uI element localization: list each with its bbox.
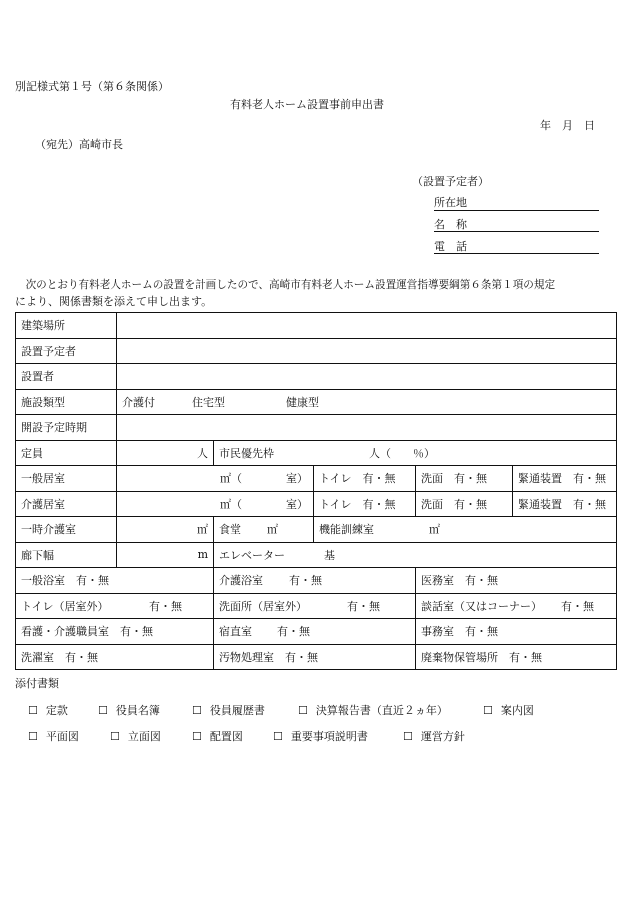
construction-site-field[interactable] [117,313,617,339]
citizen-priority-value: 人（ ％） [369,446,435,460]
address-field[interactable] [434,210,599,211]
checkbox-icon: ☐ [98,704,108,717]
planned-installer-field[interactable] [117,338,617,364]
corridor-width-label: 廊下幅 [16,542,117,568]
night-duty-yes-no: 有・無 [277,625,310,639]
table-row [16,364,617,390]
temp-care-room-field[interactable] [117,517,214,543]
table-row [16,593,617,619]
phone-field[interactable] [434,253,599,254]
table-row [16,542,617,568]
dining-room-label: 食堂 [219,523,241,537]
checkbox-icon: ☐ [28,704,38,717]
corridor-width-unit: m [197,548,208,562]
training-room-cell[interactable] [314,517,617,543]
nurse-staff-room[interactable]: 看護・介護職員室 有・無 [16,619,214,645]
general-room-emergency[interactable]: 緊通装置 有・無 [513,466,617,492]
care-room-area-field[interactable] [117,491,314,517]
opening-period-label: 開設予定時期 [16,415,117,441]
attachment-item[interactable]: ☐ 平面図 [28,730,79,743]
general-room-washroom[interactable]: 洗面 有・無 [416,466,513,492]
night-duty-cell[interactable] [214,619,416,645]
intro-line-1: 次のとおり有料老人ホームの設置を計画したので、高崎市有料老人ホーム設置運営指導要綱第６条第１項の規定 [15,279,556,291]
general-room-toilet[interactable]: トイレ 有・無 [314,466,416,492]
capacity-label: 定員 [16,440,117,466]
care-room-label: 介護居室 [16,491,117,517]
table-row [16,466,617,492]
care-room-area-unit: ㎡（ 室） [220,497,308,511]
table-row [16,313,617,339]
care-room-toilet[interactable]: トイレ 有・無 [314,491,416,517]
general-bath[interactable]: 一般浴室 有・無 [16,568,214,594]
table-row [16,644,617,670]
type-care-option[interactable]: 介護付 [122,395,155,409]
office[interactable]: 事務室 有・無 [416,619,617,645]
dining-room-cell[interactable] [214,517,314,543]
checkbox-icon: ☐ [483,704,493,717]
toilet-outside-yes-no: 有・無 [149,599,182,613]
checkbox-icon: ☐ [403,730,413,743]
planned-installer-label: 設置予定者 [16,338,117,364]
lounge-yes-no: 有・無 [561,599,594,613]
table-row [16,491,617,517]
intro-line-2: により、関係書類を添えて申し出ます。 [15,295,213,308]
citizen-priority-label: 市民優先枠 [219,446,274,460]
table-row [16,440,617,466]
toilet-outside-label: トイレ（居室外） [21,599,109,613]
attachment-item[interactable]: ☐ 重要事項説明書 [273,730,368,743]
attachment-item[interactable]: ☐ 定款 [28,704,68,717]
general-room-area-field[interactable] [117,466,314,492]
table-row [16,415,617,441]
address-label: 所在地 [434,196,467,209]
care-bath-yes-no: 有・無 [289,574,322,588]
lounge-label: 談話室（又はコーナー） [421,599,542,613]
type-residential-option[interactable]: 住宅型 [192,395,225,409]
type-healthy-option[interactable]: 健康型 [286,395,319,409]
training-room-unit: ㎡ [429,523,440,537]
table-row [16,517,617,543]
application-table [15,312,617,670]
attachment-item[interactable]: ☐ 決算報告書（直近２ヵ年） [298,704,448,717]
laundry[interactable]: 洗濯室 有・無 [16,644,214,670]
facility-type-label: 施設類型 [16,389,117,415]
attachment-item[interactable]: ☐ 役員名簿 [98,704,160,717]
general-room-area-unit: ㎡（ 室） [220,472,308,486]
applicant-heading: （設置予定者） [412,175,489,188]
opening-period-field[interactable] [117,415,617,441]
attachments-heading: 添付書類 [15,677,59,690]
table-row [16,389,617,415]
night-duty-label: 宿直室 [219,625,252,639]
date-line: 年 月 日 [540,119,595,132]
name-field[interactable] [434,231,599,232]
care-room-washroom[interactable]: 洗面 有・無 [416,491,513,517]
elevator-cell[interactable] [214,542,617,568]
temp-care-room-unit: ㎡ [197,523,208,537]
checkbox-icon: ☐ [28,730,38,743]
training-room-label: 機能訓練室 [319,523,374,537]
temp-care-room-label: 一時介護室 [16,517,117,543]
table-row [16,338,617,364]
attachment-item[interactable]: ☐ 運営方針 [403,730,465,743]
capacity-field[interactable] [117,440,214,466]
name-label: 名 称 [434,218,467,231]
installer-field[interactable] [117,364,617,390]
addressee: （宛先）高崎市長 [35,138,123,151]
capacity-unit: 人 [197,446,208,460]
sewage-room[interactable]: 汚物処理室 有・無 [214,644,416,670]
care-room-emergency[interactable]: 緊通装置 有・無 [513,491,617,517]
care-bath-cell[interactable] [214,568,416,594]
construction-site-label: 建築場所 [16,313,117,339]
document-title: 有料老人ホーム設置事前申出書 [230,98,384,111]
checkbox-icon: ☐ [273,730,283,743]
corridor-width-field[interactable] [117,542,214,568]
attachment-item[interactable]: ☐ 案内図 [483,704,534,717]
table-row [16,568,617,594]
checkbox-icon: ☐ [110,730,120,743]
lounge-cell[interactable] [416,593,617,619]
dining-room-unit: ㎡ [267,523,278,537]
attachment-item[interactable]: ☐ 役員履歴書 [192,704,265,717]
waste-storage[interactable]: 廃棄物保管場所 有・無 [416,644,617,670]
elevator-unit: 基 [324,548,335,562]
table-row [16,619,617,645]
washroom-outside-yes-no: 有・無 [347,599,380,613]
citizen-priority-cell[interactable] [214,440,617,466]
attachment-item[interactable]: ☐ 配置図 [192,730,243,743]
facility-type-options[interactable] [117,389,617,415]
elevator-label: エレベーター [219,548,285,562]
general-room-label: 一般居室 [16,466,117,492]
washroom-outside-label: 洗面所（居室外） [219,599,307,613]
medical-room[interactable]: 医務室 有・無 [416,568,617,594]
form-number: 別記様式第１号（第６条関係） [15,80,169,93]
checkbox-icon: ☐ [298,704,308,717]
checkbox-icon: ☐ [192,704,202,717]
toilet-outside-cell[interactable] [16,593,214,619]
phone-label: 電 話 [434,240,467,253]
checkbox-icon: ☐ [192,730,202,743]
care-bath-label: 介護浴室 [219,574,263,588]
installer-label: 設置者 [16,364,117,390]
washroom-outside-cell[interactable] [214,593,416,619]
attachment-item[interactable]: ☐ 立面図 [110,730,161,743]
